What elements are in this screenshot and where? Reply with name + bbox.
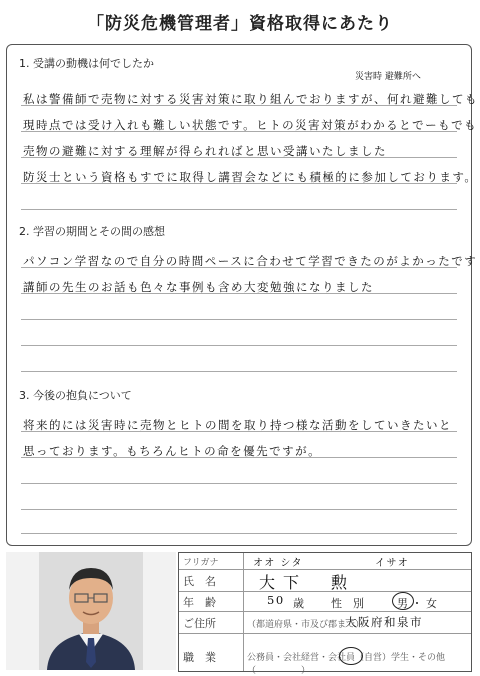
section-3-heading: 3. 今後の抱負について [19,389,132,402]
furigana-label: フリガナ [183,558,219,568]
gender-selected-circle [392,592,414,610]
answer-2-line-2: 講師の先生のお話も色々な事例も含め大変勉強になりました [23,280,374,294]
furigana-family: オオ シタ [253,558,303,569]
answer-3-line-1: 将来的には災害時に売物とヒトの間を取り持つ様な活動をしていきたいと [23,418,452,432]
answer-1-line-2: 現時点では受け入れも難しい状態です。ヒトの災害対策がわかるとでーもでも [23,118,478,132]
answer-1-line-1: 私は警備師で売物に対する災害対策に取り組んでおりますが、何れ避難しても [23,92,478,106]
answer-1-line-4: 防災士という資格もすでに取得し講習会などにも積極的に参加しております。 [23,170,478,184]
answer-3-line-2: 思っております。もちろんヒトの命を優先ですが。 [23,444,322,458]
gender-label: 性 別 [331,597,364,610]
job-options: 公務員・会社経営・会社員（自営）学生・その他（ ） [247,653,446,676]
name-value: 大下 勲 [259,573,356,592]
gender-options: 男 ・ 女 [397,597,437,610]
age-unit: 歳 [293,597,304,610]
profile-table [178,552,472,676]
form-title: 「防災危機管理者」資格取得にあたり [87,13,393,34]
answer-1-line-3: 売物の避難に対する理解が得られればと思い受講いたしました [23,144,387,158]
portrait-photo [6,552,176,670]
insert-note: 災害時 避難所へ [355,72,421,82]
age-value: 50 [267,593,285,607]
section-2-heading: 2. 学習の期間とその間の感想 [19,225,165,238]
answer-2-line-1: パソコン学習なので自分の時間ペースに合わせて学習できたのがよかったです [23,254,478,268]
address-hint: （都道府県・市及び郡まで） [247,620,365,630]
name-label: 氏 名 [183,575,216,588]
furigana-given: イサオ [375,558,410,569]
section-1-heading: 1. 受講の動機は何でしたか [19,57,154,70]
address-label: ご住所 [183,617,216,630]
job-label: 職 業 [183,651,216,664]
profile-area [6,552,470,676]
job-selected-circle [339,647,363,665]
questionnaire-form [6,44,478,546]
address-value: 大阪府和泉市 [345,615,423,629]
age-label: 年 齢 [183,596,216,609]
